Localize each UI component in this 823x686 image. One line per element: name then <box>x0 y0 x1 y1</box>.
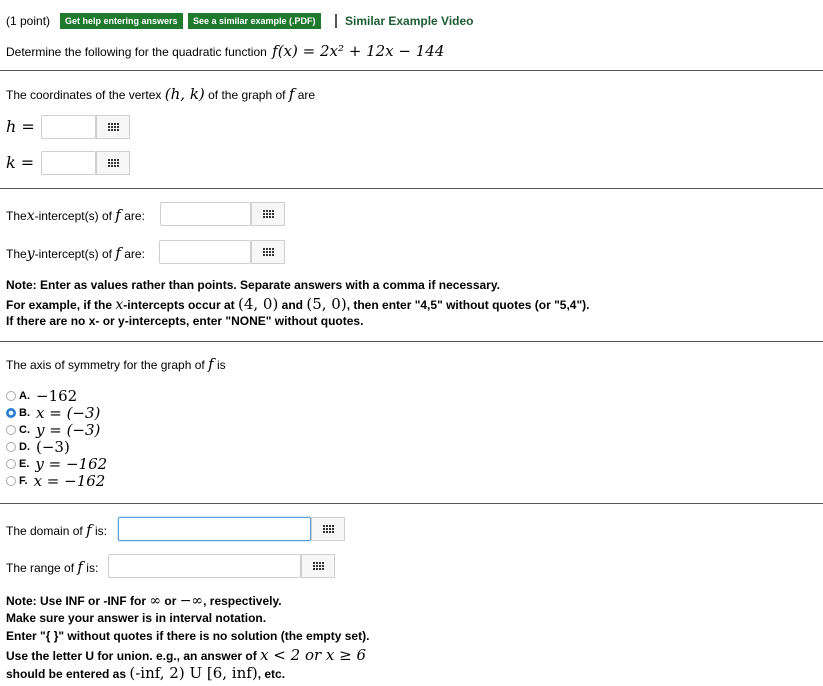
domain-note-3: Enter "{ }" without quotes if there is no solution (the empty set). <box>6 629 370 643</box>
header-separator <box>335 14 337 28</box>
domain-note-2: Make sure your answer is in interval notation. <box>6 611 267 625</box>
domain-prompt: The domain of f is: <box>6 521 107 539</box>
range-input[interactable] <box>108 554 301 578</box>
intercept-note-2: For example, if the x-intercepts occur at (4, 0) and (5, 0), then enter "4,5" without quotes (or "5,4"). <box>6 295 590 313</box>
x-intercept-input[interactable] <box>160 202 251 226</box>
domain-input[interactable] <box>118 517 311 541</box>
grid-icon <box>263 248 274 256</box>
h-label: h = <box>6 117 35 136</box>
radio-button[interactable] <box>6 408 16 418</box>
intercept-note-3: If there are no x- or y-intercepts, enter "NONE" without quotes. <box>6 314 364 328</box>
divider <box>0 503 823 504</box>
grid-icon <box>323 525 334 533</box>
h-input[interactable] <box>41 115 96 139</box>
k-input[interactable] <box>41 151 96 175</box>
x-intercept-equation-editor-button[interactable] <box>251 202 285 226</box>
domain-note-4: Use the letter U for union. e.g., an answer of x < 2 or x ≥ 6 <box>6 646 367 664</box>
grid-icon <box>108 159 119 167</box>
domain-note-5: should be entered as (-inf, 2) U [6, inf), etc. <box>6 664 286 682</box>
symmetry-option-c[interactable]: C. y = (−3) <box>6 422 100 438</box>
help-entering-answers-button[interactable]: Get help entering answers <box>60 13 183 29</box>
vertex-prompt: The coordinates of the vertex (h, k) of the graph of f are <box>6 85 316 103</box>
intercept-note-1: Note: Enter as values rather than points. Separate answers with a comma if necessary. <box>6 278 500 292</box>
domain-equation-editor-button[interactable] <box>311 517 345 541</box>
radio-button[interactable] <box>6 391 16 401</box>
grid-icon <box>313 562 324 570</box>
similar-example-video-link[interactable]: Similar Example Video <box>345 14 474 28</box>
divider <box>0 70 823 71</box>
symmetry-option-b[interactable]: B. x = (−3) <box>6 405 100 421</box>
points-label: (1 point) <box>6 14 51 28</box>
quadratic-function: f(x) = 2x² + 12x − 144 <box>272 42 445 60</box>
grid-icon <box>263 210 274 218</box>
symmetry-option-d[interactable]: D. (−3) <box>6 439 70 455</box>
radio-button[interactable] <box>6 442 16 452</box>
range-equation-editor-button[interactable] <box>301 554 335 578</box>
h-equation-editor-button[interactable] <box>96 115 130 139</box>
similar-example-pdf-button[interactable]: See a similar example (.PDF) <box>188 13 321 29</box>
grid-icon <box>108 123 119 131</box>
intro-text: Determine the following for the quadratic function f(x) = 2x² + 12x − 144 <box>6 42 445 60</box>
y-intercept-equation-editor-button[interactable] <box>251 240 285 264</box>
range-prompt: The range of f is: <box>6 558 99 576</box>
symmetry-option-e[interactable]: E. y = −162 <box>6 456 107 472</box>
radio-button[interactable] <box>6 425 16 435</box>
symmetry-option-f[interactable]: F. x = −162 <box>6 473 105 489</box>
y-intercept-input[interactable] <box>159 240 251 264</box>
symmetry-prompt: The axis of symmetry for the graph of f is <box>6 355 226 373</box>
divider <box>0 341 823 342</box>
k-equation-editor-button[interactable] <box>96 151 130 175</box>
radio-button[interactable] <box>6 476 16 486</box>
domain-note-1: Note: Use INF or -INF for ∞ or −∞, respectively. <box>6 593 282 609</box>
symmetry-option-a[interactable]: A. −162 <box>6 388 77 404</box>
k-label: k = <box>6 153 35 172</box>
radio-button[interactable] <box>6 459 16 469</box>
y-intercept-prompt: They-intercept(s) of f are: <box>6 244 145 262</box>
x-intercept-prompt: Thex-intercept(s) of f are: <box>6 206 145 224</box>
divider <box>0 188 823 189</box>
